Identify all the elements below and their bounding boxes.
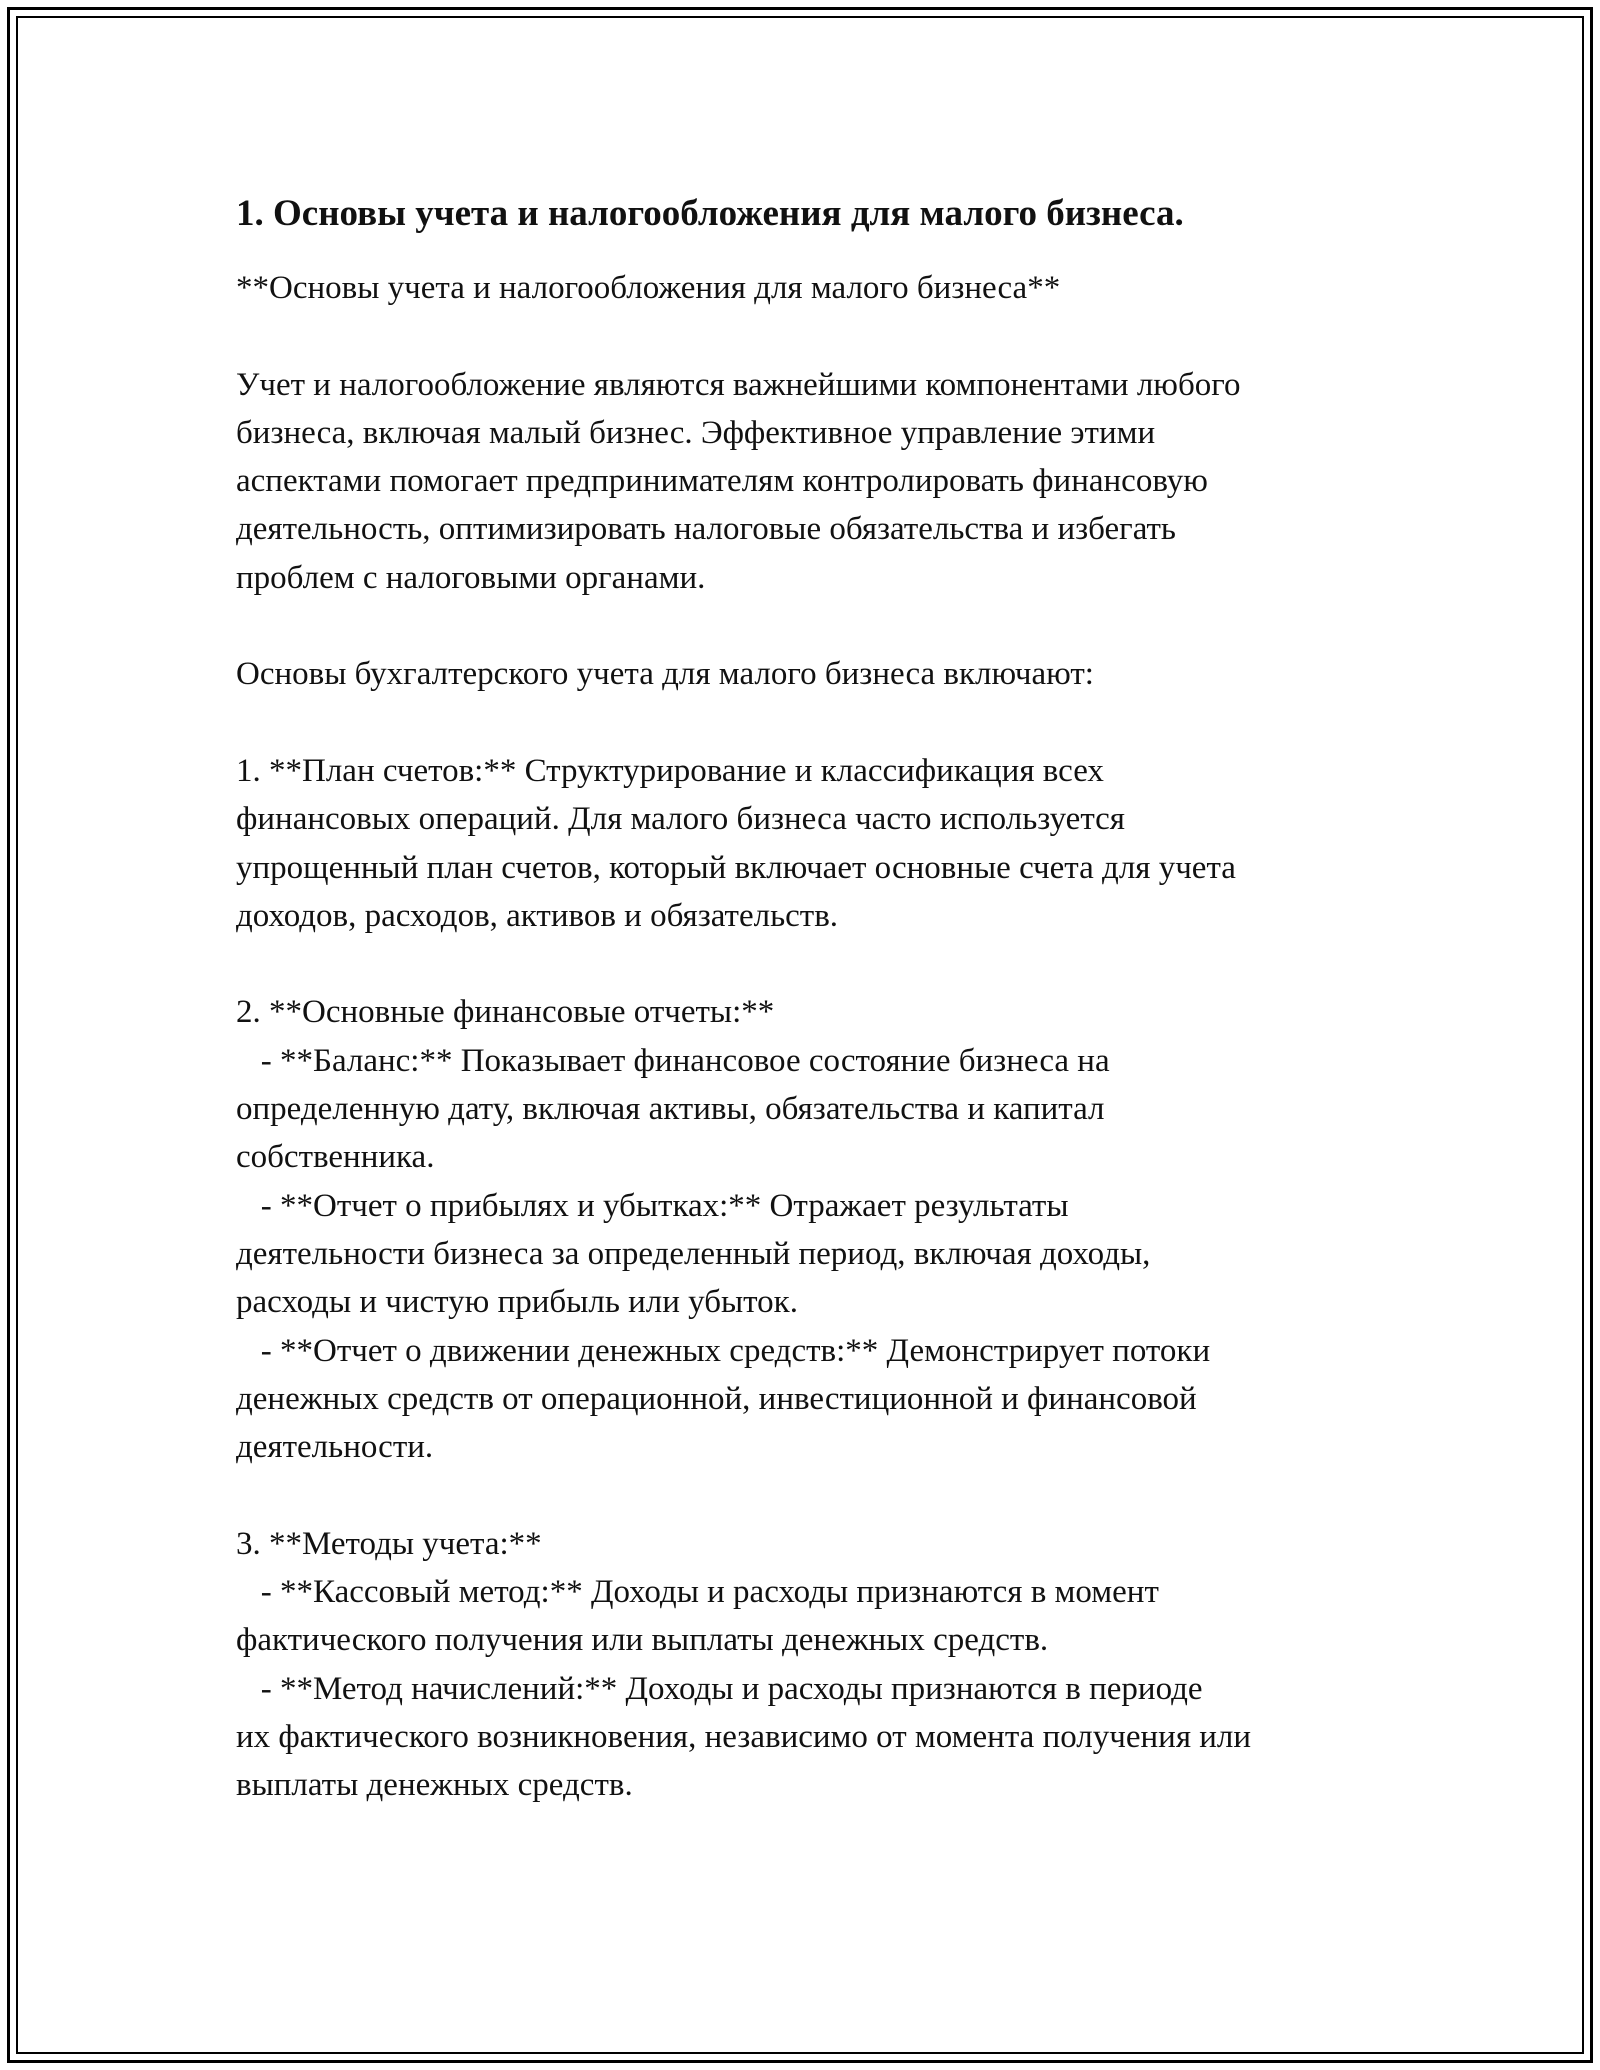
document-body-text: **Основы учета и налогообложения для малого бизнеса** Учет и налогообложение являются важнейшими компонентами любого бизнеса, включая малый бизнес. Эффективное управление этими аспектами помогает предпринимателям контролировать финансовую деятельность, оптимизировать налоговые обязательства и избегать проблем с налоговыми органами. Основы бухгалтерского учета для малого бизнеса включают: 1. **План счетов:** Структурирование и классификация всех финансовых операций. Для малого бизнеса часто используется упрощенный план счетов, который включает основные счета для учета доходов, расходов, активов и обязательств. 2. **Основные финансовые отчеты:** - **Баланс:** Показывает финансовое состояние бизнеса на определенную дату, включая активы, обязательства и капитал собственника. - **Отчет о прибылях и убытках:** Отражает результаты деятельности бизнеса за определенный период, включая доходы, расходы и чистую прибыль или убыток. - **Отчет о движении денежных средств:** Демонстрирует потоки денежных средств от операционной, инвестиционной и финансовой деятельности. 3. **Методы учета:** - **Кассовый метод:** Доходы и расходы признаются в момент фактического получения или выплаты денежных средств. - **Метод начислений:** Доходы и расходы признаются в периоде их фактического возникновения, независимо от момента получения или выплаты денежных средств. — [236, 270, 1252, 1804]
document-heading: 1. Основы учета и налогообложения для малого бизнеса. — [236, 193, 1184, 234]
document-content — [236, 190, 1386, 1810]
